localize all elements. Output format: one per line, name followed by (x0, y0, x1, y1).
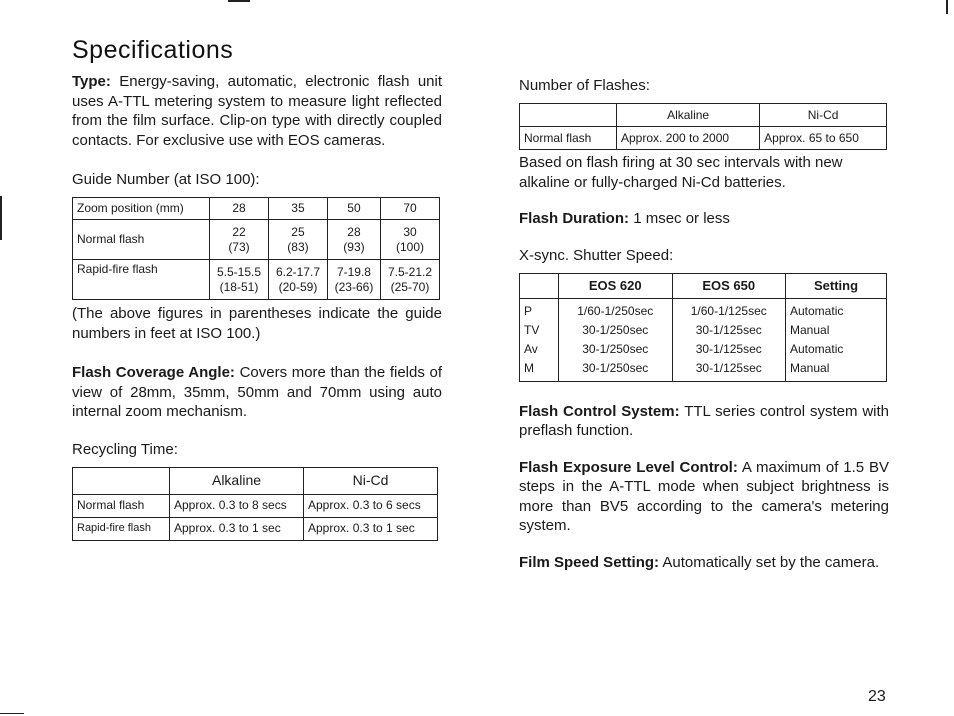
control-spec (519, 402, 889, 441)
exposure-spec (519, 458, 889, 536)
guide-value: 28 (347, 224, 361, 239)
guide-value: 7-19.8 (336, 264, 371, 279)
guide-cell (210, 220, 269, 260)
guide-header-zoom: Zoom position (mm) (73, 198, 210, 220)
xsync-modes (520, 298, 559, 381)
recycling-cell: Approx. 0.3 to 1 sec (170, 517, 304, 540)
flashes-row-label: Normal flash (520, 127, 617, 150)
xsync-setting: Manual (790, 360, 830, 375)
flashes-header-nicd: Ni-Cd (760, 104, 887, 127)
xsync-eos620-values (559, 298, 673, 381)
scan-mark (946, 0, 948, 14)
recycling-header-nicd: Ni-Cd (304, 467, 438, 494)
coverage-label: Flash Coverage Angle: (72, 364, 235, 381)
guide-feet: (93) (343, 239, 365, 254)
guide-value: 5.5-15.5 (216, 264, 262, 279)
duration-spec (519, 209, 889, 229)
film-speed-spec (519, 553, 889, 573)
xsync-heading: X-sync. Shutter Speed: (519, 246, 674, 264)
control-label: Flash Control System: (519, 402, 680, 420)
flashes-note: Based on flash firing at 30 sec intervals with new alkaline or fully-charged Ni-Cd batteries. (519, 154, 843, 191)
guide-value: 22 (232, 224, 246, 239)
guide-feet: (25-70) (390, 279, 430, 294)
guide-row-label: Normal flash (73, 220, 210, 260)
xsync-value: 1/60-1/250sec (577, 303, 654, 318)
guide-cell (268, 220, 327, 260)
guide-number-heading: Guide Number (at ISO 100): (72, 171, 260, 188)
right-column (519, 76, 889, 572)
guide-feet: (73) (228, 239, 250, 254)
guide-header-35: 35 (268, 198, 327, 220)
guide-cell (327, 260, 380, 300)
left-column (72, 36, 442, 541)
page-title: Specifications (72, 36, 234, 64)
control-text: TTL series control system with preflash function. (519, 402, 889, 439)
guide-cell (268, 260, 327, 300)
recycling-table (72, 467, 438, 541)
xsync-setting: Automatic (790, 303, 844, 318)
xsync-value: 30-1/250sec (582, 341, 649, 356)
xsync-setting: Automatic (790, 341, 844, 356)
xsync-mode: TV (524, 322, 540, 337)
guide-cell (380, 260, 439, 300)
xsync-eos650-values (672, 298, 786, 381)
film-speed-label: Film Speed Setting: (519, 553, 660, 571)
guide-feet: (83) (287, 239, 309, 254)
recycling-header-alkaline: Alkaline (170, 467, 304, 494)
xsync-header-empty (520, 273, 559, 298)
exposure-text: A maximum of 1.5 BV steps in the A-TTL mode when subject brightness is more than BV5 according to the camera's metering system. (519, 458, 889, 534)
type-label: Type: (72, 73, 111, 90)
guide-value: 7.5-21.2 (387, 264, 433, 279)
flashes-heading: Number of Flashes: (519, 77, 650, 94)
guide-feet: (23-66) (334, 279, 374, 294)
xsync-value: 30-1/125sec (695, 322, 762, 337)
scan-mark (0, 196, 2, 240)
exposure-label: Flash Exposure Level Control: (519, 458, 738, 476)
xsync-value: 30-1/125sec (695, 360, 762, 375)
recycling-cell: Approx. 0.3 to 6 secs (304, 494, 438, 517)
guide-header-70: 70 (380, 198, 439, 220)
xsync-mode: M (524, 360, 534, 375)
xsync-mode: P (524, 303, 533, 318)
recycling-row-label: Rapid-fire flash (73, 517, 170, 540)
scan-mark (0, 713, 24, 714)
film-speed-text: Automatically set by the camera. (662, 553, 880, 571)
guide-feet: (20-59) (278, 279, 318, 294)
xsync-header-eos620: EOS 620 (559, 273, 673, 298)
xsync-mode: Av (524, 341, 538, 356)
guide-value: 25 (291, 224, 305, 239)
guide-feet: (100) (395, 239, 424, 254)
duration-label: Flash Duration: (519, 210, 630, 227)
xsync-setting-values (786, 298, 887, 381)
flashes-header-empty (520, 104, 617, 127)
flashes-table (519, 103, 887, 150)
scan-mark (228, 0, 250, 2)
guide-cell (210, 260, 269, 300)
recycling-cell: Approx. 0.3 to 8 secs (170, 494, 304, 517)
xsync-value: 30-1/250sec (582, 360, 649, 375)
duration-text: 1 msec or less (633, 210, 730, 227)
flashes-cell: Approx. 200 to 2000 (617, 127, 760, 150)
coverage-spec (72, 363, 442, 422)
xsync-header-setting: Setting (786, 273, 887, 298)
flashes-header-alkaline: Alkaline (617, 104, 760, 127)
guide-value: 6.2-17.7 (275, 264, 320, 279)
guide-cell (380, 220, 439, 260)
guide-row-label: Rapid-fire flash (73, 260, 210, 300)
xsync-value: 1/60-1/125sec (690, 303, 767, 318)
type-spec (72, 72, 442, 150)
xsync-setting: Manual (790, 322, 830, 337)
guide-header-28: 28 (210, 198, 269, 220)
guide-number-note: (The above figures in parentheses indicate the guide numbers in feet at ISO 100.) (72, 305, 442, 342)
xsync-header-eos650: EOS 650 (672, 273, 786, 298)
recycling-header-empty (73, 467, 170, 494)
flashes-cell: Approx. 65 to 650 (760, 127, 887, 150)
xsync-value: 30-1/250sec (582, 322, 649, 337)
recycling-heading: Recycling Time: (72, 440, 178, 458)
type-text: Energy-saving, automatic, electronic flash unit uses A-TTL metering system to measure light reflected from the film surface. Clip-on type with directly coupled contacts. For exclusive use with EOS cameras. (72, 73, 442, 149)
page-number: 23 (868, 688, 886, 705)
xsync-table (519, 273, 887, 382)
coverage-text: Covers more than the fields of view of 28mm, 35mm, 50mm and 70mm using auto internal zoom mechanism. (72, 364, 442, 420)
recycling-cell: Approx. 0.3 to 1 sec (304, 517, 438, 540)
guide-number-table (72, 197, 440, 300)
guide-header-50: 50 (327, 198, 380, 220)
recycling-row-label: Normal flash (73, 494, 170, 517)
xsync-value: 30-1/125sec (695, 341, 762, 356)
guide-cell (327, 220, 380, 260)
guide-feet: (18-51) (219, 279, 259, 294)
guide-value: 30 (403, 224, 417, 239)
